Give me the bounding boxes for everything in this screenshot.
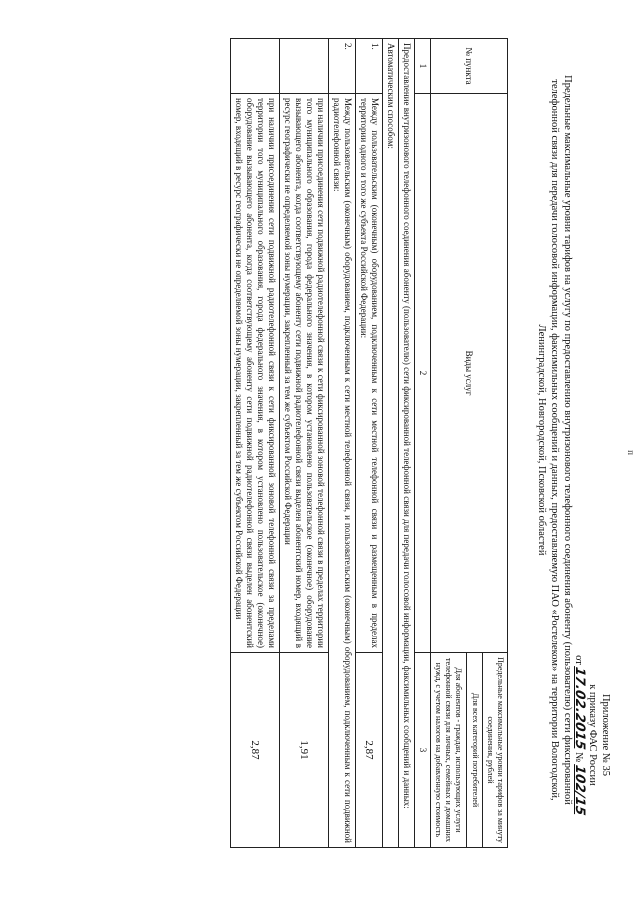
appendix-date-line [572,605,586,865]
column-number: 3 [415,653,431,848]
header-consumer-category [431,653,483,848]
appendix-header [572,605,612,865]
table-row [329,39,356,848]
number-prefix: № [573,752,584,763]
row-service-text: Между пользовательским (оконечным) оборудованием, подключенным к сети местной телефонной связи и размещенным в пределах территории одного и того же субъекта Российской Федерации: [356,94,383,653]
table-header-row [483,39,508,848]
subsection-row [383,39,399,848]
tariff-table [230,38,508,848]
header-all-categories: Для всех категорий потребителей [466,653,480,847]
row-number: 1. [356,39,383,94]
column-number: 2 [415,94,431,653]
row-number: 2. [329,39,356,94]
column-number: 1 [415,39,431,94]
date-prefix: от [573,655,584,665]
page-number: п [626,450,636,455]
appendix-order-ref: к приказу ФАС России [587,684,598,786]
appendix-number: Приложение № 35 [600,693,611,777]
header-service-types: Виды услуг [431,94,508,653]
header-item-number: № пункта [431,39,508,94]
row-number [280,39,329,94]
row-number [231,39,280,94]
table-row [280,39,329,848]
row-service-text: Между пользовательским (оконечным) оборудованием, подключенным к сети местной телефонной связи, и пользовательским (оконечным) оборудованием, подключенным к сети подвижной радиотелефонной связи: [329,94,356,848]
table-row [231,39,280,848]
section-title: Предоставление внутризонового телефонного соединения абоненту (пользователю) сети фиксированной телефонной связи для передачи голосовой информации, факсимильных сообщений и данных: [399,39,415,848]
header-max-levels: Предельные максимальные уровни тарифов за минуту соединения, рублей [483,653,508,848]
handwritten-date: 17.02.2015 [572,666,587,751]
handwritten-order-number: 102/15 [572,763,587,817]
document-title: Предельные максимальные уровни тарифов на услугу по предоставлению внутризонового телефонного соединения абоненту (пользователю) сети фиксированной телефонной связи для передачи голосовой информации, факсимильных сообщений и данных, предоставляемую ПАО «Ростелеком» на территории Вологодской, Ленинградской, Новгородской, Псковской областей [536,75,573,805]
table-row [356,39,383,848]
row-tariff-value: 2,87 [231,653,280,848]
subsection-title: Автоматическим способом: [383,39,399,848]
row-tariff-value: 1,91 [280,653,329,848]
column-numbers-row [415,39,431,848]
header-citizens: Для абонентов - граждан, использующих услуги телефонной связи для личных, семейных и домашних нужд, с учетом налогов на добавленную стоимость [434,658,463,842]
row-tariff-value: 2,87 [356,653,383,848]
row-service-text: при наличии присоединения сети подвижной радиотелефонной связи к сети фиксированной зоновой телефонной связи в пределах территории того муниципального образования, города федерального значения, в котором установлено пользовательское (оконечное) оборудование вызывающего абонента, когда соответствующему абоненту сети подвижной радиотелефонной связи выделен абонентский номер, входящий в ресурс географически не определяемой зоны нумерации, закрепленный за тем же субъектом Российской Федерации [280,94,329,653]
section-row [399,39,415,848]
row-service-text: при наличии присоединения сети подвижной радиотелефонной связи к сети фиксированной зоновой телефонной связи за пределами территории того муниципального образования, города федерального значения, в котором установлено пользовательское (оконечное) оборудование вызывающего абонента, когда соответствующему абоненту сети подвижной радиотелефонной связи выделен абонентский номер, входящий в ресурс географически не определяемой зоны нумерации, закрепленный за тем же субъектом Российской Федерации [231,94,280,653]
